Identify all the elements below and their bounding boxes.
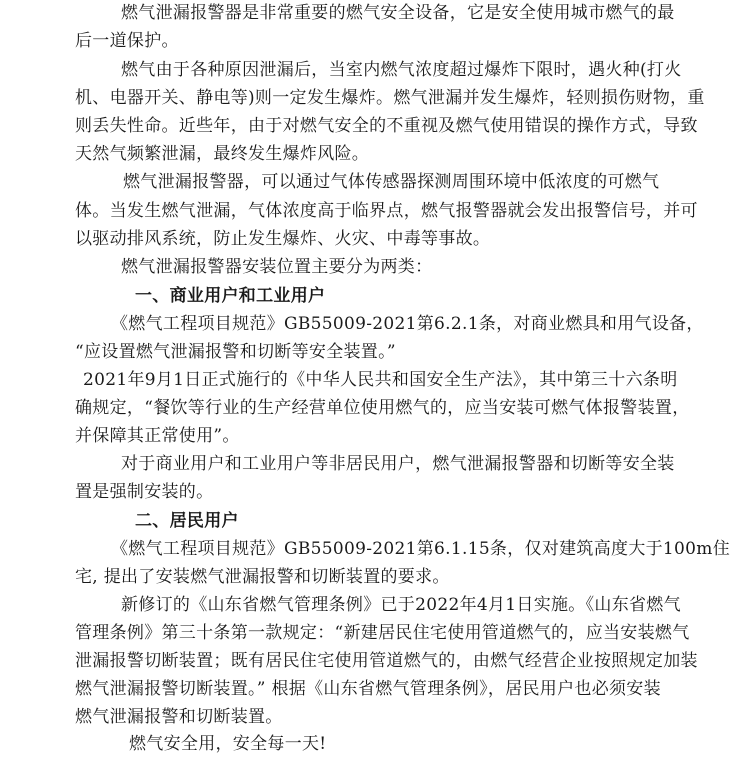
paragraph-line: 天然气频繁泄漏，最终发生爆炸风险。 bbox=[75, 144, 370, 164]
paragraph-line: 燃气泄漏报警和切断装置。 bbox=[75, 707, 283, 727]
paragraph-line: 《燃气工程项目规范》GB55009-2021第6.2.1条，对商业燃具和用气设备， bbox=[111, 314, 704, 334]
paragraph-line: 管理条例》第三十条第一款规定：“新建居民住宅使用管道燃气的，应当安装燃气 bbox=[75, 623, 690, 643]
paragraph-line: 后一道保护。 bbox=[75, 31, 179, 51]
paragraph-line: 2021年9月1日正式施行的《中华人民共和国安全生产法》，其中第三十六条明 bbox=[83, 370, 678, 390]
paragraph-line: 则丢失性命。近些年，由于对燃气安全的不重视及燃气使用错误的操作方式，导致 bbox=[75, 116, 698, 136]
paragraph-line: 新修订的《山东省燃气管理条例》已于2022年4月1日实施。《山东省燃气 bbox=[121, 595, 681, 615]
paragraph-line: “应设置燃气泄漏报警和切断等安全装置。” bbox=[75, 342, 396, 362]
paragraph-line: 燃气泄漏报警器是非常重要的燃气安全设备，它是安全使用城市燃气的最 bbox=[121, 3, 675, 23]
paragraph-line: 泄漏报警切断装置；既有居民住宅使用管道燃气的，由燃气经营企业按照规定加装 bbox=[75, 651, 698, 671]
paragraph-line: 《燃气工程项目规范》GB55009-2021第6.1.15条，仅对建筑高度大于100m住 bbox=[111, 539, 730, 559]
paragraph-line: 宅, 提出了安装燃气泄漏报警和切断装置的要求。 bbox=[75, 567, 450, 587]
paragraph-line: 燃气泄漏报警器，可以通过气体传感器探测周围环境中低浓度的可燃气 bbox=[123, 172, 660, 192]
paragraph-line: 燃气泄漏报警切断装置。” 根据《山东省燃气管理条例》，居民用户也必须安装 bbox=[75, 679, 661, 699]
paragraph-line: 对于商业用户和工业用户等非居民用户，燃气泄漏报警器和切断等安全装 bbox=[121, 454, 675, 474]
paragraph-line: 燃气由于各种原因泄漏后，当室内燃气浓度超过爆炸下限时，遇火种(打火 bbox=[121, 60, 682, 80]
closing-line: 燃气安全用，安全每一天! bbox=[129, 734, 327, 754]
section-heading: 一、商业用户和工业用户 bbox=[135, 286, 326, 306]
paragraph-line: 机、电器开关、静电等)则一定发生爆炸。燃气泄漏并发生爆炸，轻则损伤财物，重 bbox=[75, 88, 705, 108]
paragraph-line: 以驱动排风系统，防止发生爆炸、火灾、中毒等事故。 bbox=[75, 229, 491, 249]
section-heading: 二、居民用户 bbox=[135, 511, 239, 531]
paragraph-line: 确规定，“餐饮等行业的生产经营单位使用燃气的，应当安装可燃气体报警装置， bbox=[75, 398, 690, 418]
paragraph-line: 置是强制安装的。 bbox=[75, 482, 214, 502]
paragraph-line: 体。当发生燃气泄漏，气体浓度高于临界点，燃气报警器就会发出报警信号，并可 bbox=[75, 201, 698, 221]
paragraph-line: 并保障其正常使用”。 bbox=[75, 426, 240, 446]
paragraph-line: 燃气泄漏报警器安装位置主要分为两类： bbox=[121, 257, 433, 277]
